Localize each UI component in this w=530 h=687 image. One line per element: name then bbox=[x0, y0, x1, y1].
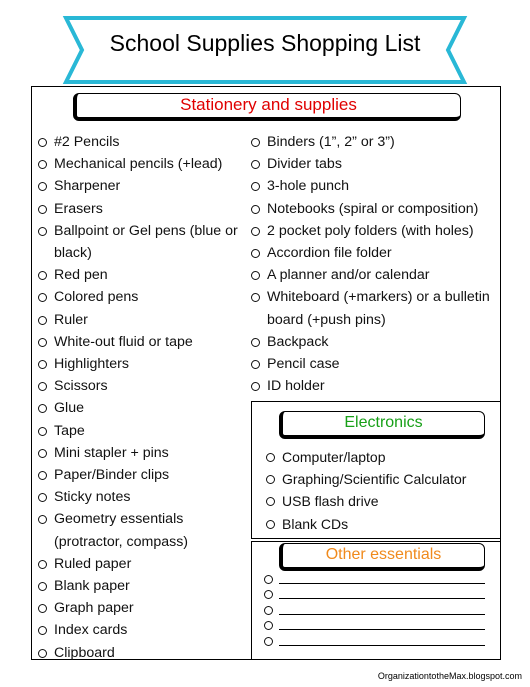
list-item bbox=[38, 353, 238, 375]
list-item-label: Glue bbox=[54, 400, 84, 417]
list-item bbox=[38, 464, 238, 486]
other-essentials-header: Other essentials bbox=[279, 543, 485, 571]
bullet-circle-icon bbox=[38, 182, 47, 191]
list-item-label: Geometry essentials (protractor, compass) bbox=[54, 511, 189, 550]
list-item bbox=[266, 513, 498, 535]
list-item bbox=[38, 264, 238, 286]
list-item-label: Mini stapler + pins bbox=[54, 444, 169, 461]
list-item-label: Clipboard bbox=[54, 644, 115, 661]
list-item bbox=[38, 153, 238, 175]
blank-row bbox=[264, 572, 494, 587]
bullet-circle-icon bbox=[38, 649, 47, 658]
list-item-label: Tape bbox=[54, 422, 85, 439]
page-title: School Supplies Shopping List bbox=[109, 30, 421, 56]
blank-row bbox=[264, 634, 494, 649]
bullet-circle-icon bbox=[38, 515, 47, 524]
list-item bbox=[38, 375, 238, 397]
write-in-line bbox=[279, 629, 485, 630]
bullet-circle-icon bbox=[38, 382, 47, 391]
blank-row bbox=[264, 603, 494, 618]
bullet-circle-icon bbox=[264, 606, 273, 615]
list-item-label: Paper/Binder clips bbox=[54, 467, 170, 484]
title-banner bbox=[0, 0, 530, 84]
electronics-list bbox=[266, 446, 498, 535]
bullet-circle-icon bbox=[38, 338, 47, 347]
bullet-circle-icon bbox=[266, 453, 275, 462]
list-item-label: Binders (1”, 2” or 3”) bbox=[267, 134, 395, 150]
list-item-label: Backpack bbox=[267, 333, 329, 350]
list-item-label: Graph paper bbox=[54, 600, 134, 617]
list-item-label: 3-hole punch bbox=[267, 178, 350, 195]
bullet-circle-icon bbox=[266, 475, 275, 484]
bullet-circle-icon bbox=[38, 582, 47, 591]
list-item-label: Notebooks (spiral or composition) bbox=[267, 200, 479, 217]
bullet-circle-icon bbox=[266, 497, 275, 506]
stationery-list-column-2 bbox=[251, 131, 491, 397]
list-item bbox=[38, 420, 238, 442]
blank-row bbox=[264, 618, 494, 633]
bullet-circle-icon bbox=[38, 293, 47, 302]
list-item bbox=[266, 490, 498, 512]
bullet-circle-icon bbox=[251, 360, 260, 369]
bullet-circle-icon bbox=[38, 626, 47, 635]
list-item-label: Graphing/Scientific Calculator bbox=[282, 471, 467, 488]
list-item bbox=[251, 353, 491, 375]
list-item-label: Sticky notes bbox=[54, 489, 131, 506]
bullet-circle-icon bbox=[251, 138, 260, 147]
list-item bbox=[38, 508, 238, 552]
list-item-label: Sharpener bbox=[54, 178, 121, 195]
list-item bbox=[38, 331, 238, 353]
list-item-label: Whiteboard (+markers) or a bulletin board (+push pins) bbox=[267, 289, 490, 328]
bullet-circle-icon bbox=[38, 138, 47, 147]
stationery-header: Stationery and supplies bbox=[73, 93, 461, 121]
list-item bbox=[38, 220, 238, 264]
list-item bbox=[38, 397, 238, 419]
list-item-label: ID holder bbox=[267, 378, 325, 395]
list-item bbox=[38, 575, 238, 597]
list-item bbox=[251, 264, 491, 286]
list-item-label: Index cards bbox=[54, 622, 128, 639]
bullet-circle-icon bbox=[38, 404, 47, 413]
list-item bbox=[38, 597, 238, 619]
electronics-header: Electronics bbox=[279, 411, 485, 439]
bullet-circle-icon bbox=[251, 205, 260, 214]
write-in-line bbox=[279, 583, 485, 584]
bullet-circle-icon bbox=[38, 205, 47, 214]
list-item bbox=[251, 220, 491, 242]
list-item bbox=[38, 442, 238, 464]
bullet-circle-icon bbox=[38, 160, 47, 169]
list-item-label: Pencil case bbox=[267, 356, 340, 373]
list-item-label: Ruled paper bbox=[54, 555, 132, 572]
list-item bbox=[251, 175, 491, 197]
bullet-circle-icon bbox=[251, 338, 260, 347]
bullet-circle-icon bbox=[264, 590, 273, 599]
bullet-circle-icon bbox=[264, 621, 273, 630]
bullet-circle-icon bbox=[264, 575, 273, 584]
write-in-line bbox=[279, 598, 485, 599]
list-item bbox=[38, 198, 238, 220]
footer-credit: OrganizationtotheMax.blogspot.com bbox=[377, 671, 522, 681]
list-item bbox=[38, 486, 238, 508]
list-item-label: 2 pocket poly folders (with holes) bbox=[267, 222, 474, 239]
list-item-label: Blank CDs bbox=[282, 515, 349, 532]
other-essentials-blank-lines bbox=[264, 572, 494, 649]
list-item-label: Red pen bbox=[54, 267, 108, 284]
list-item-label: USB flash drive bbox=[282, 493, 379, 510]
list-item-label: Computer/laptop bbox=[282, 449, 386, 465]
list-item bbox=[38, 175, 238, 197]
list-item bbox=[251, 375, 491, 397]
list-item bbox=[251, 131, 491, 153]
list-item-label: Accordion file folder bbox=[267, 245, 392, 262]
list-item bbox=[251, 286, 491, 330]
write-in-line bbox=[279, 614, 485, 615]
list-item-label: Scissors bbox=[54, 378, 108, 395]
bullet-circle-icon bbox=[38, 360, 47, 369]
list-item bbox=[251, 198, 491, 220]
list-item-label: Mechanical pencils (+lead) bbox=[54, 156, 223, 173]
list-item bbox=[251, 153, 491, 175]
write-in-line bbox=[279, 645, 485, 646]
blank-row bbox=[264, 587, 494, 602]
bullet-circle-icon bbox=[38, 316, 47, 325]
list-item bbox=[38, 553, 238, 575]
list-item-label: Ruler bbox=[54, 311, 88, 328]
list-item bbox=[38, 619, 238, 641]
bullet-circle-icon bbox=[38, 471, 47, 480]
bullet-circle-icon bbox=[38, 271, 47, 280]
list-item bbox=[38, 309, 238, 331]
bullet-circle-icon bbox=[38, 427, 47, 436]
list-item bbox=[38, 131, 238, 153]
bullet-circle-icon bbox=[38, 227, 47, 236]
bullet-circle-icon bbox=[38, 449, 47, 458]
bullet-circle-icon bbox=[38, 604, 47, 613]
list-item-label: #2 Pencils bbox=[54, 134, 120, 150]
list-item-label: Erasers bbox=[54, 200, 103, 217]
list-item bbox=[38, 286, 238, 308]
list-item bbox=[251, 331, 491, 353]
list-item-label: Highlighters bbox=[54, 356, 129, 373]
bullet-circle-icon bbox=[251, 271, 260, 280]
list-item-label: White-out fluid or tape bbox=[54, 333, 193, 350]
list-item-label: Ballpoint or Gel pens (blue or black) bbox=[54, 222, 238, 262]
list-item bbox=[38, 642, 238, 664]
list-item bbox=[251, 242, 491, 264]
list-item-label: Colored pens bbox=[54, 289, 139, 306]
bullet-circle-icon bbox=[251, 160, 260, 169]
bullet-circle-icon bbox=[38, 493, 47, 502]
list-item bbox=[266, 446, 498, 468]
bullet-circle-icon bbox=[266, 520, 275, 529]
bullet-circle-icon bbox=[251, 249, 260, 258]
list-item-label: Blank paper bbox=[54, 578, 130, 595]
bullet-circle-icon bbox=[38, 560, 47, 569]
list-item-label: A planner and/or calendar bbox=[267, 267, 430, 284]
bullet-circle-icon bbox=[264, 637, 273, 646]
list-item-label: Divider tabs bbox=[267, 156, 342, 173]
bullet-circle-icon bbox=[251, 293, 260, 302]
bullet-circle-icon bbox=[251, 182, 260, 191]
bullet-circle-icon bbox=[251, 382, 260, 391]
list-item bbox=[266, 468, 498, 490]
stationery-list-column-1 bbox=[38, 131, 238, 664]
bullet-circle-icon bbox=[251, 227, 260, 236]
